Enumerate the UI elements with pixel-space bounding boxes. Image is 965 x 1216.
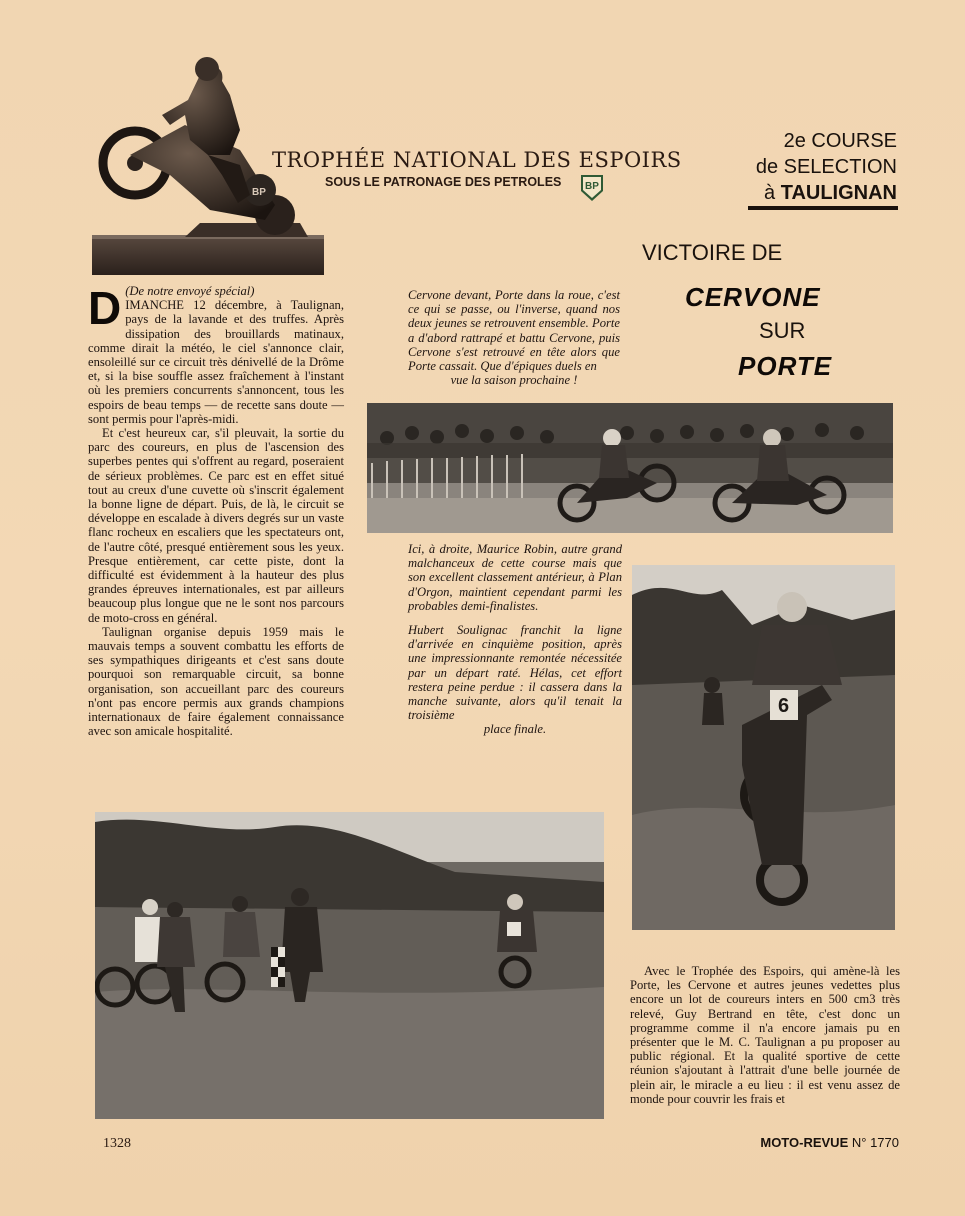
course-heading — [756, 128, 897, 206]
headline-winner: CERVONE — [685, 282, 821, 312]
column-2-last-line: vue la saison prochaine ! — [450, 373, 578, 388]
article-paragraph-3: Taulignan organise depuis 1959 mais le mauvais temps a souvent combattu les efforts de ses sympathiques dirigeants et c'est sans doute pourquoi son remarquable circuit, sa bonne organisation, son accueillant parc des coureurs n'ont pas encore permis aux grands champions internationaux de faire également connaissance avec son amicale hospitalité. — [88, 624, 344, 739]
svg-text:BP: BP — [585, 181, 599, 192]
column-2-body: Cervone devant, Porte dans la roue, c'est ce qui se passe, ou l'inverse, quand nos deux jeunes se retrouvent ensemble. Porte a d'abord rattrapé et battu Cervone, puis Cervone s'est retrouvé en tête alors que Porte cassait. Que d'épiques duels en — [408, 288, 620, 374]
patronage-line: SOUS LE PATRONAGE DES PETROLES — [325, 175, 562, 189]
course-place: TAULIGNAN — [780, 182, 897, 204]
paragraph-1-text: IMANCHE 12 décembre, à Taulignan, pays de la lavande et des truffes. Après dissipation des brouillards matinaux, comme dirait la météo, le ciel s'annonce clair, ensoleillé sur ce circuit très dénivellé de la Drôme et, si la bise souffle assez fraîchement à l'instant où les premiers concurrents s'annoncent, tous les espoirs de beau temps — de recette sans doute — sont permis pour l'après-midi. — [88, 298, 344, 426]
column-3-paragraph: Avec le Trophée des Espoirs, qui amène-là les Porte, les Cervone et autres jeunes vedettes plus encore un lot de coureurs inters en 500 cm3 très relevé, Guy Bertrand en tête, c'est donc un programme comme il n'a encore jamais pu en présenter que le M. C. Taulignan a pu proposer au public régional. Et la qualité sportive de cette réunion s'ajoutant à l'attrait d'une belle journée de plein air, le miracle a eu lieu : il est venu assez de monde pour couvrir les frais et — [630, 964, 900, 1106]
issue-number: N° 1770 — [851, 1135, 899, 1150]
svg-text:BP: BP — [252, 187, 266, 198]
page-number: 1328 — [103, 1136, 131, 1151]
course-line2: de SELECTION — [755, 156, 897, 178]
magazine-footer — [760, 1135, 899, 1150]
caption-soulignac-body: Hubert Soulignac franchit la ligne d'arrivée en cinquième position, après une impressionnante remontée nécessitée par un départ raté. Hélas, cet effort restera peine perdue : il cassera dans la manche suivante, alors qu'il tenait la troisième — [408, 623, 622, 723]
caption-robin: Ici, à droite, Maurice Robin, autre grand malchanceux de cette course mais que son excellent classement antérieur, à Plan d'Orgon, maintient cependant parmi les probables demi-finalistes. — [408, 542, 622, 613]
caption-soulignac — [408, 623, 622, 737]
article-column-2 — [408, 288, 620, 387]
article-paragraph-2: Et c'est heureux car, s'il pleuvait, la sortie du parc des coureurs, en plus de l'ascension des superbes pentes qui s'offrent au regard, poseraient de sérieux problèmes. Ce parc est en effet situé tout au creux d'une cuvette où s'inscrit également la bonne ligne de départ. Puis, de là, le circuit se développe en escalade à divers degrés sur un vaste flanc rocheux en escaliers que les spectateurs ont, de l'autre côté, presqué entièrement sous les yeux. Presque entièrement, car cette piste, dont la difficulté est évidemment à la hauteur des plus grandes épreuves internationales, est par ailleurs beaucoup plus longue que ne le sont nos parcours de moto-cross en général. — [88, 426, 344, 625]
byline: (De notre envoyé spécial) — [125, 284, 255, 298]
caption-soulignac-last: place finale. — [483, 722, 547, 737]
trophy-title: TROPHÉE NATIONAL DES ESPOIRS — [272, 148, 682, 172]
race-crowd-photo — [367, 403, 893, 533]
course-line3 — [756, 180, 897, 206]
start-line-photo — [95, 812, 604, 1119]
course-line1: 2e COURSE — [783, 130, 897, 152]
headline-loser: PORTE — [738, 351, 833, 381]
article-column-3 — [630, 964, 900, 1106]
headline-sur: SUR — [759, 318, 806, 343]
course-line3-prefix: à — [764, 182, 781, 204]
headline-victoire: VICTOIRE DE — [642, 240, 783, 265]
photo-captions — [408, 542, 622, 747]
magazine-name: MOTO-REVUE — [760, 1135, 849, 1150]
article-column-1 — [88, 284, 344, 739]
article-paragraph-1 — [88, 284, 344, 426]
heading-rule — [748, 206, 898, 210]
rider-hill-photo — [632, 565, 895, 930]
drop-cap: D — [88, 282, 122, 334]
svg-text:6: 6 — [778, 695, 790, 717]
bp-logo-icon — [578, 173, 606, 203]
